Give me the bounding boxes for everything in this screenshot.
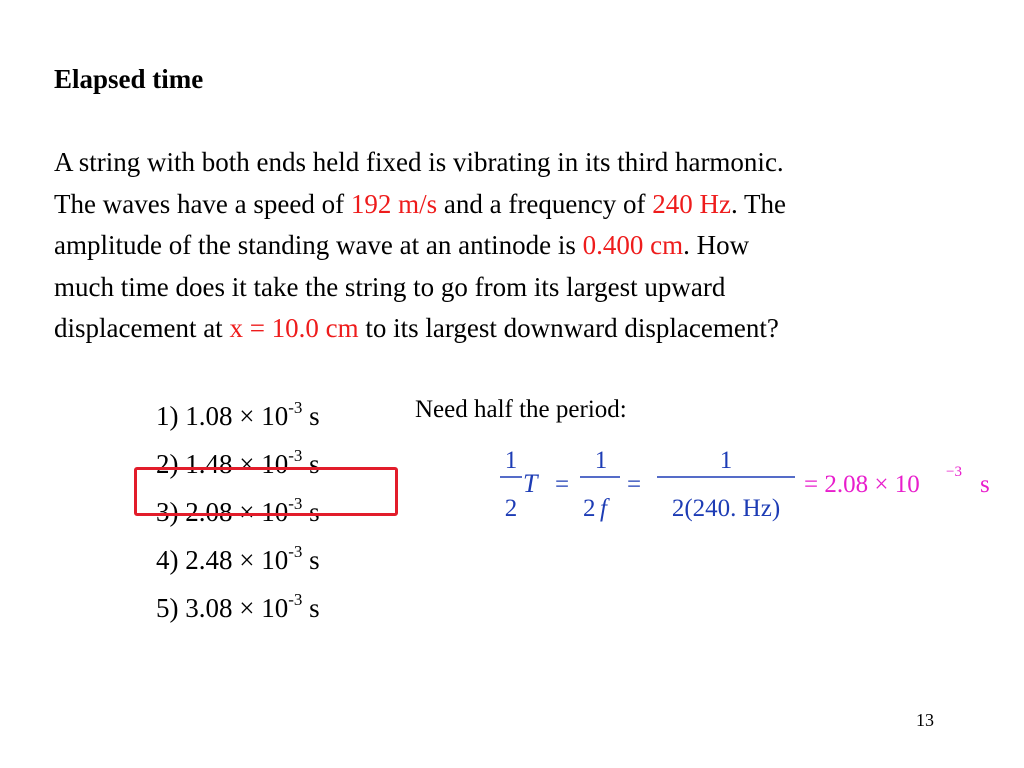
eq-equals-1: = <box>554 471 570 498</box>
option-exponent: -3 <box>288 590 303 609</box>
eq-frac2-denominator-f: f <box>600 495 607 522</box>
option-text: 5) 3.08 × 10 <box>156 593 289 623</box>
eq-frac2-denominator-2: 2 <box>583 495 596 522</box>
option-text: 3) 2.08 × 10 <box>156 497 289 527</box>
problem-text: and a frequency of <box>437 188 653 219</box>
option-text: 4) 2.48 × 10 <box>156 545 289 575</box>
correct-answer-highlight-box <box>134 467 398 516</box>
problem-line-4: much time does it take the string to go from its largest upward <box>54 271 726 302</box>
answer-option-5[interactable] <box>156 581 320 629</box>
eq-result-exponent: −3 <box>946 464 962 480</box>
frequency-value: 240 Hz <box>652 188 732 219</box>
option-unit: s <box>302 593 320 623</box>
problem-line-5 <box>54 308 1004 350</box>
page-number: 13 <box>916 710 934 730</box>
option-exponent: -3 <box>288 446 303 465</box>
option-exponent: -3 <box>288 398 303 417</box>
problem-line-2 <box>54 184 1004 226</box>
equation-svg <box>495 440 1005 530</box>
position-value: x = 10.0 cm <box>229 313 359 343</box>
solution-hint: Need half the period: <box>415 396 627 423</box>
problem-text: The waves have a speed of <box>54 188 351 219</box>
eq-equals-2: = <box>626 471 642 498</box>
problem-text: amplitude of the standing wave at an antinode is <box>54 230 583 260</box>
eq-frac1-numerator: 1 <box>504 447 518 474</box>
amplitude-value: 0.400 cm <box>582 230 684 260</box>
problem-text: displacement at <box>54 313 230 343</box>
option-unit: s <box>302 449 320 479</box>
option-text: 2) 1.48 × 10 <box>156 449 289 479</box>
solution-equation <box>495 440 1005 530</box>
slide-title: Elapsed time <box>54 64 204 94</box>
problem-text: . How <box>683 230 750 260</box>
answer-option-4[interactable] <box>156 533 320 581</box>
option-unit: s <box>302 401 320 431</box>
answer-option-1[interactable] <box>156 389 320 437</box>
eq-frac2-numerator: 1 <box>594 447 608 474</box>
problem-line-1: A string with both ends held fixed is vibrating in its third harmonic. <box>54 147 784 177</box>
option-exponent: -3 <box>288 494 303 513</box>
option-exponent: -3 <box>288 542 303 561</box>
eq-frac3-numerator: 1 <box>719 447 733 474</box>
speed-value: 192 m/s <box>350 188 438 219</box>
eq-result-value: = 2.08 × 10 <box>804 471 920 498</box>
problem-line-3 <box>54 225 1004 267</box>
eq-frac3-denominator: 2(240. Hz) <box>671 495 781 522</box>
option-unit: s <box>302 497 320 527</box>
eq-frac1-denominator: 2 <box>504 495 518 522</box>
eq-result-unit: s <box>980 471 990 498</box>
eq-variable-T: T <box>523 469 538 498</box>
problem-text: to its largest downward displacement? <box>358 313 779 343</box>
problem-statement <box>54 142 1004 350</box>
option-text: 1) 1.08 × 10 <box>156 401 289 431</box>
problem-text: . The <box>731 188 787 219</box>
option-unit: s <box>302 545 320 575</box>
